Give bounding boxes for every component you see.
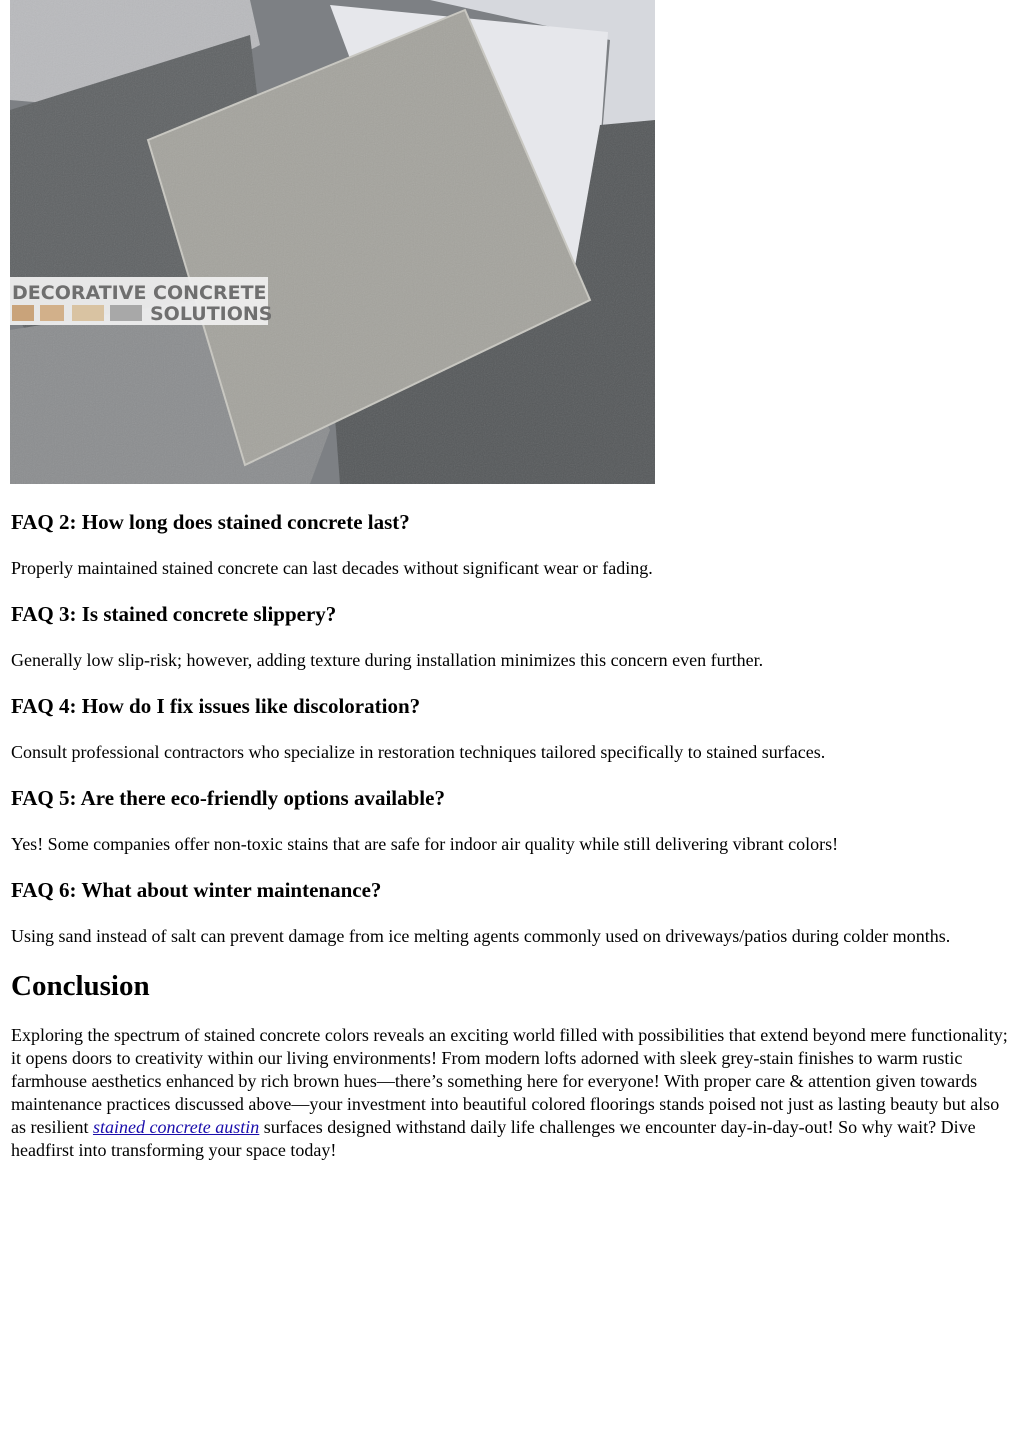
- faq-question: FAQ 4: How do I fix issues like discoloration?: [11, 694, 421, 718]
- conclusion-paragraph: [11, 1024, 1011, 1162]
- stained-concrete-austin-link[interactable]: stained concrete austin: [92, 1117, 260, 1137]
- faq-question: FAQ 2: How long does stained concrete last?: [11, 510, 410, 534]
- conclusion-heading: Conclusion: [11, 970, 150, 1002]
- faq-item: [11, 691, 1011, 764]
- faq-answer: Using sand instead of salt can prevent damage from ice melting agents commonly used on driveways/patios during colder months.: [11, 926, 951, 946]
- conclusion-text-start: Exploring the spectrum of stained concrete colors reveals an exciting world filled with possibilities that extend beyond mere functionality; it opens doors to creativity within our living environments! From modern lofts adorned with sleek grey-stain finishes to warm rustic farmhouse aesthetics enhanced by rich brown hues—there’s something here for everyone! With proper care & attention given towards maintenance practices discussed above—your investment into beautiful colored floorings stands poised not just as lasting beauty but also as resilient: [11, 1025, 1008, 1137]
- logo-line-2: SOLUTIONS: [150, 303, 273, 325]
- faq-question: FAQ 3: Is stained concrete slippery?: [11, 602, 337, 626]
- faq-question: FAQ 6: What about winter maintenance?: [11, 878, 382, 902]
- article-content: [11, 507, 1011, 1162]
- faq-item: [11, 783, 1011, 856]
- conclusion-text-end: surfaces designed withstand daily life challenges we encounter day-in-day-out! So why wait? Dive headfirst into transforming your space today!: [11, 1117, 976, 1160]
- faq-answer: Consult professional contractors who specialize in restoration techniques tailored specifically to stained surfaces.: [11, 742, 826, 762]
- faq-item: [11, 875, 1011, 948]
- faq-question: FAQ 5: Are there eco-friendly options available?: [11, 786, 445, 810]
- logo-line-1: DECORATIVE CONCRETE: [12, 282, 267, 304]
- conclusion-section: [11, 968, 1011, 1162]
- faq-answer: Properly maintained stained concrete can last decades without significant wear or fading.: [11, 558, 653, 578]
- faq-answer: Generally low slip-risk; however, adding texture during installation minimizes this concern even further.: [11, 650, 764, 670]
- concrete-samples-image: [10, 0, 655, 484]
- concrete-tiles-graphic: [10, 0, 655, 484]
- decorative-concrete-logo: [10, 277, 272, 325]
- faq-item: [11, 507, 1011, 580]
- faq-item: [11, 599, 1011, 672]
- faq-answer: Yes! Some companies offer non-toxic stains that are safe for indoor air quality while still delivering vibrant colors!: [11, 834, 839, 854]
